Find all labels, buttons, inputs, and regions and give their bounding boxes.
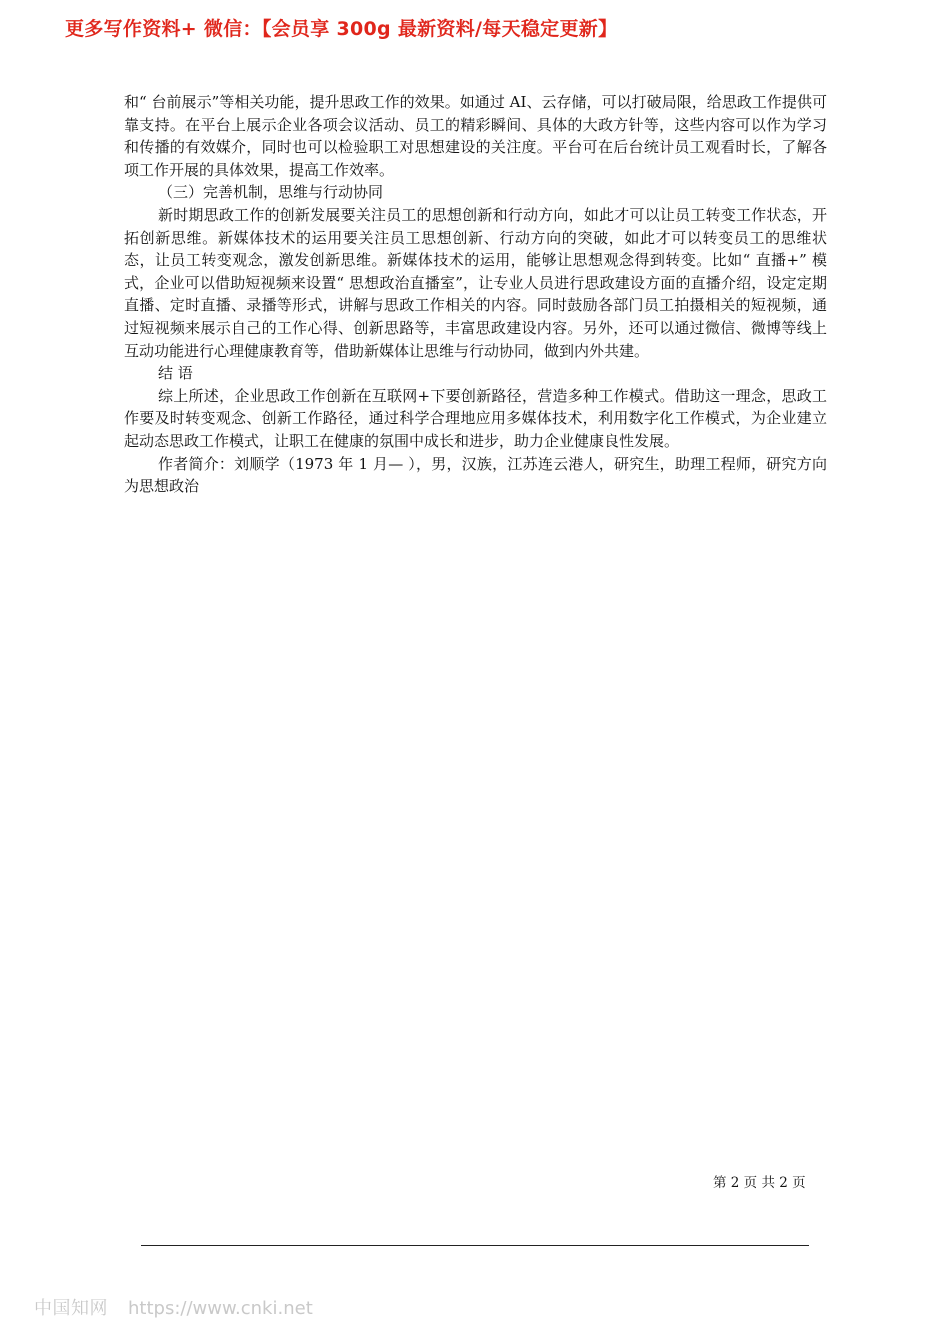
page-number: 第 2 页 共 2 页 (713, 1175, 806, 1191)
watermark-cnki-name: 中国知网 (34, 1298, 108, 1319)
section-heading-mechanism: （三）完善机制，思维与行动协同 (158, 183, 384, 202)
promo-banner: 更多写作资料+ 微信：【会员享 300g 最新资料/每天稳定更新】 (65, 18, 618, 40)
paragraph-innovation: 新时期思政工作的创新发展要关注员工的思想创新和行动方向，如此才可以让员工转变工作状态，开拓创新思维。新媒体技术的运用要关注员工思想创新、行动方向的突破，如此才可以转变员工的思维状态，让员工转变观念，激发创新思维。新媒体技术的运用，能够让思想观念得到转变。比如“ 直播+” 模式，企业可以借助短视频来设置“ 思想政治直播室”，让专业人员进行思政建设方面的直播介绍，设定定期直播、定时直播、录播等形式，讲解与思政工作相关的内容。同时鼓励各部门员工拍摄相关的短视频，通过短视频来展示自己的工作心得、创新思路等，丰富思政建设内容。另外，还可以通过微信、微博等线上互动功能进行心理健康教育等，借助新媒体让思维与行动协同，做到内外共建。 (124, 205, 827, 360)
cnki-watermark (34, 1294, 313, 1320)
footer-divider (141, 1245, 809, 1246)
section-heading-conclusion: 结 语 (158, 364, 193, 383)
paragraph-conclusion: 综上所述，企业思政工作创新在互联网+下要创新路径，营造多种工作模式。借助这一理念，思政工作要及时转变观念、创新工作路径，通过科学合理地应用多媒体技术，利用数字化工作模式，为企业建立起动态思政工作模式，让职工在健康的氛围中成长和进步，助力企业健康良性发展。 (124, 386, 827, 450)
watermark-url: https://www.cnki.net (128, 1298, 313, 1319)
article-body (124, 91, 827, 498)
paragraph-author-bio: 作者简介：刘顺学（1973 年 1 月— ），男，汉族，江苏连云港人，研究生，助理工程师，研究方向为思想政治 (124, 454, 827, 496)
paragraph-platform-functions: 和“ 台前展示”等相关功能，提升思政工作的效果。如通过 AI、云存储，可以打破局限，给思政工作提供可靠支持。在平台上展示企业各项会议活动、员工的精彩瞬间、具体的大政方针等，这些内容可以作为学习和传播的有效媒介，同时也可以检验职工对思想建设的关注度。平台可在后台统计员工观看时长，了解各项工作开展的具体效果，提高工作效率。 (124, 93, 827, 179)
